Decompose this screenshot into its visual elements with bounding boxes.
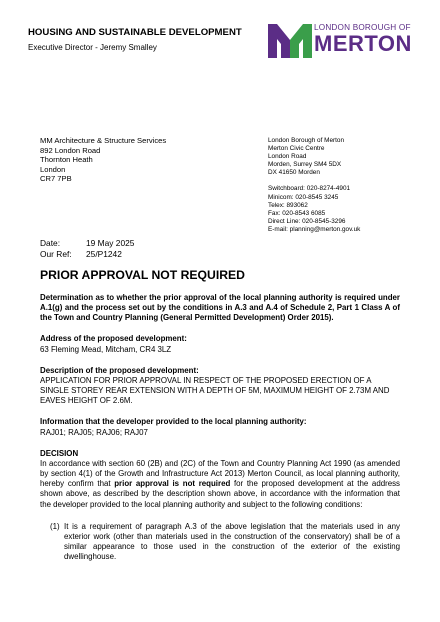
decision-paragraph [40,459,400,510]
letter-meta [40,238,134,259]
address-value: 63 Fleming Mead, Mitcham, CR4 3LZ [40,344,172,354]
contact-line: Telex: 893062 [268,201,308,209]
date-value: 19 May 2025 [86,238,135,248]
recipient-line: 892 London Road [40,145,101,155]
sender-line: London Borough of Merton [268,137,345,144]
determination-paragraph: Determination as to whether the prior approval of the local planning authority is required under A.1(g) and the process set out by the conditions in A.3 and A.4 of Schedule 2, Part 1 Class A of the Town and Country Planning (General Permitted Development) Order 2015). [40,293,400,323]
contact-line: Direct Line: 020-8545-3296 [268,217,346,225]
decision-text: In accordance with section 60 (2B) and (2C) of the Town and Country Planning Act 1990 (as amended by section 4(1) of the Growth and Infrastructure Act 2013) Merton Council, as local planning authority, hereby confirm that [40,458,400,489]
ref-label: Our Ref: [40,248,72,259]
description-heading: Description of the proposed development: [40,365,199,375]
sender-line: Merton Civic Centre [268,145,325,153]
recipient-line: MM Architecture & Structure Services [40,136,167,145]
logo-text-merton: MERTON [314,31,412,56]
sender-line: London Road [268,153,307,161]
recipient-address [40,136,166,184]
contact-line: Minicom: 020-8545 3245 [268,193,339,201]
recipient-line: London [40,164,66,174]
logo-text-borough: LONDON BOROUGH OF [314,23,411,32]
decision-heading: DECISION [40,448,79,458]
department-heading: HOUSING AND SUSTAINABLE DEVELOPMENT [28,27,242,38]
information-heading: Information that the developer provided to the local planning authority: [40,417,307,427]
sender-line: Morden, Surrey SM4 5DX [268,161,342,169]
contact-line: Switchboard: 020-8274-4901 [268,185,351,193]
condition-item [40,522,400,563]
description-value: APPLICATION FOR PRIOR APPROVAL IN RESPECT OF THE PROPOSED ERECTION OF A SINGLE STOREY REAR EXTENSION WITH A DEPTH OF 5M, MAXIMUM HEIGHT OF 2.73M AND EAVES HEIGHT OF 2.6M. [40,375,390,406]
recipient-line: Thornton Heath [40,155,93,165]
condition-text: It is a requirement of paragraph A.3 of the above legislation that the materials used in any exterior work (other than materials used in the construction of the conservatory) shall be of a similar appearance to those used in the construction of the exterior of the existing dwellinghouse. [64,521,400,562]
decision-text: for the proposed development at the address shown above, as described by the description shown above, in accordance with the information that the developer provided to the local planning authority and subject to the following conditions: [40,479,400,509]
date-label: Date: [40,238,61,248]
sender-line: DX 41650 Morden [268,169,320,177]
contact-line: Fax: 020-8543 6085 [268,209,326,217]
condition-number: (1) [50,521,60,531]
information-value: RAJ01; RAJ05; RAJ06; RAJ07 [40,427,148,437]
merton-m-icon [268,24,312,58]
contact-email: E-mail: planning@merton.gov.uk [268,225,361,233]
document-title: PRIOR APPROVAL NOT REQUIRED [40,268,245,282]
recipient-line: CR7 7PB [40,174,72,184]
sender-address [268,137,360,234]
merton-logo [268,22,418,60]
letter-body [40,293,400,562]
address-heading: Address of the proposed development: [40,334,187,344]
decision-emphasis: prior approval is not required [114,479,231,489]
ref-value: 25/P1242 [86,248,122,259]
executive-director: Executive Director - Jeremy Smalley [28,43,157,52]
